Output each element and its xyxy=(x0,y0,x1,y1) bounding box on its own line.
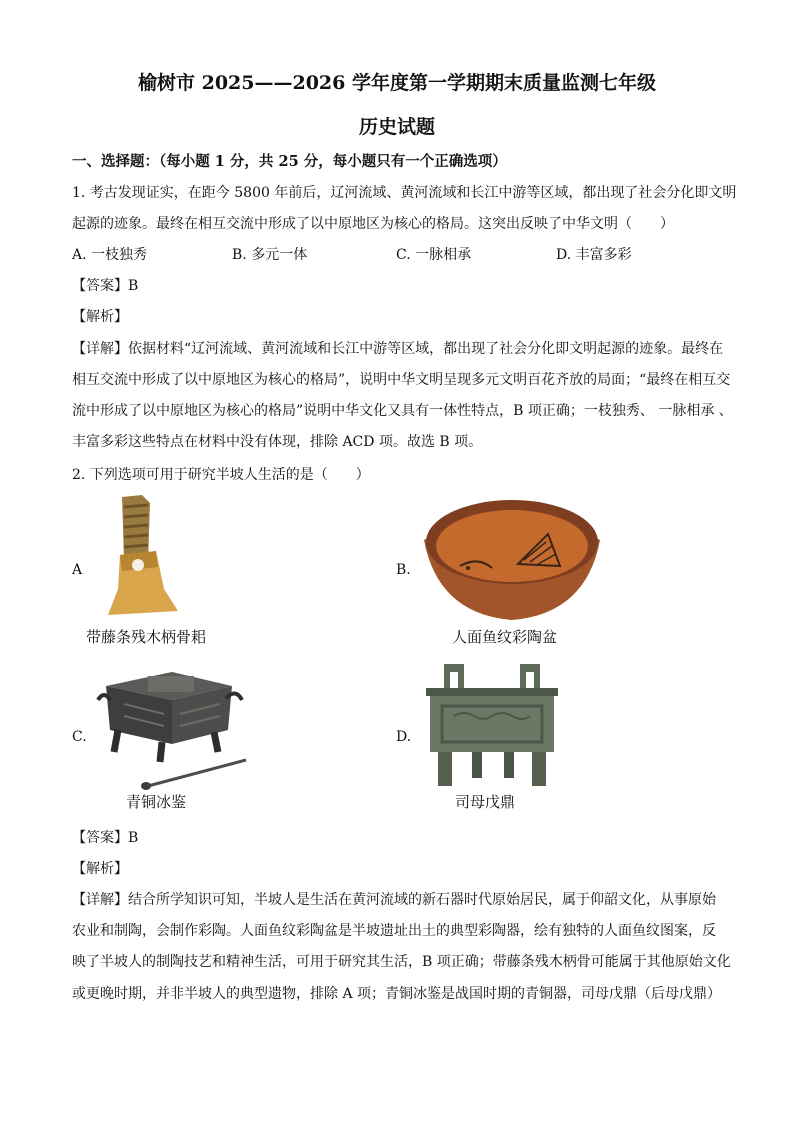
q2-option-a-caption: 带藤条残木柄骨耜 xyxy=(86,628,207,646)
q2-detail-line: 【详解】结合所学知识可知，半坡人是生活在黄河流域的新石器时代原始居民，属于仰韶文化，从事原始 xyxy=(72,892,716,908)
q1-option-d: D. 丰富多彩 xyxy=(556,247,632,263)
q2-option-c-letter: C. xyxy=(72,729,87,745)
q2-analysis-label: 【解析】 xyxy=(72,861,128,877)
bone-spade-image xyxy=(100,493,184,621)
q2-option-a-letter: A xyxy=(72,562,83,578)
q1-stem-line2: 起源的迹象。最终在相互交流中形成了以中原地区为核心的格局。这突出反映了中华文明（ ） xyxy=(72,216,674,232)
q2-option-d-caption: 司母戊鼎 xyxy=(455,793,516,811)
q1-answer: 【答案】B xyxy=(72,278,139,294)
simuwu-ding-image xyxy=(420,660,564,792)
q1-stem-line1: 1. 考古发现证实，在距今 5800 年前后，辽河流域、黄河流域和长江中游等区域，都出现了社会分化即文明 xyxy=(72,185,737,201)
q2-detail-line: 映了半坡人的制陶技艺和精神生活，可用于研究其生活，B 项正确；带藤条残木柄骨可能属于其他原始文化 xyxy=(72,954,731,970)
q2-option-b-letter: B. xyxy=(396,562,411,578)
exam-title: 榆树市 2025——2026 学年度第一学期期末质量监测七年级 xyxy=(138,72,656,94)
q1-detail-line: 流中形成了以中原地区为核心的格局”说明中华文化又具有一体性特点，B 项正确；一枝独秀、 一脉相承 、 xyxy=(72,403,733,419)
bronze-ice-box-image xyxy=(96,664,248,792)
q1-option-a: A. 一枝独秀 xyxy=(72,247,148,263)
q1-detail-line: 丰富多彩这些特点在材料中没有体现，排除 ACD 项。故选 B 项。 xyxy=(72,434,483,450)
exam-subtitle: 历史试题 xyxy=(358,116,435,138)
q2-detail-line: 农业和制陶，会制作彩陶。人面鱼纹彩陶盆是半坡遗址出土的典型彩陶器，绘有独特的人面鱼纹图案，反 xyxy=(72,923,716,939)
q2-stem: 2. 下列选项可用于研究半坡人生活的是（ ） xyxy=(72,467,370,483)
q1-detail-line: 【详解】依据材料“辽河流域、黄河流域和长江中游等区域，都出现了社会分化即文明起源的迹象。最终在 xyxy=(72,341,724,357)
q1-detail-line: 相互交流中形成了以中原地区为核心的格局”，说明中华文明呈现多元文明百花齐放的局面；“最终在相互交 xyxy=(72,372,731,388)
q2-option-b-caption: 人面鱼纹彩陶盆 xyxy=(452,628,558,646)
section-heading: 一、选择题：（每小题 1 分，共 25 分，每小题只有一个正确选项） xyxy=(72,153,507,170)
q2-option-d-letter: D. xyxy=(396,729,412,745)
q1-option-c: C. 一脉相承 xyxy=(396,247,472,263)
q1-analysis-label: 【解析】 xyxy=(72,309,128,325)
q2-option-c-caption: 青铜冰鉴 xyxy=(126,793,187,811)
q2-answer: 【答案】B xyxy=(72,830,139,846)
painted-pottery-basin-image xyxy=(420,494,604,624)
q1-option-b: B. 多元一体 xyxy=(232,247,308,263)
q2-detail-line: 或更晚时期，并非半坡人的典型遗物，排除 A 项；青铜冰鉴是战国时期的青铜器，司母戊鼎（后母戊鼎） xyxy=(72,986,722,1002)
